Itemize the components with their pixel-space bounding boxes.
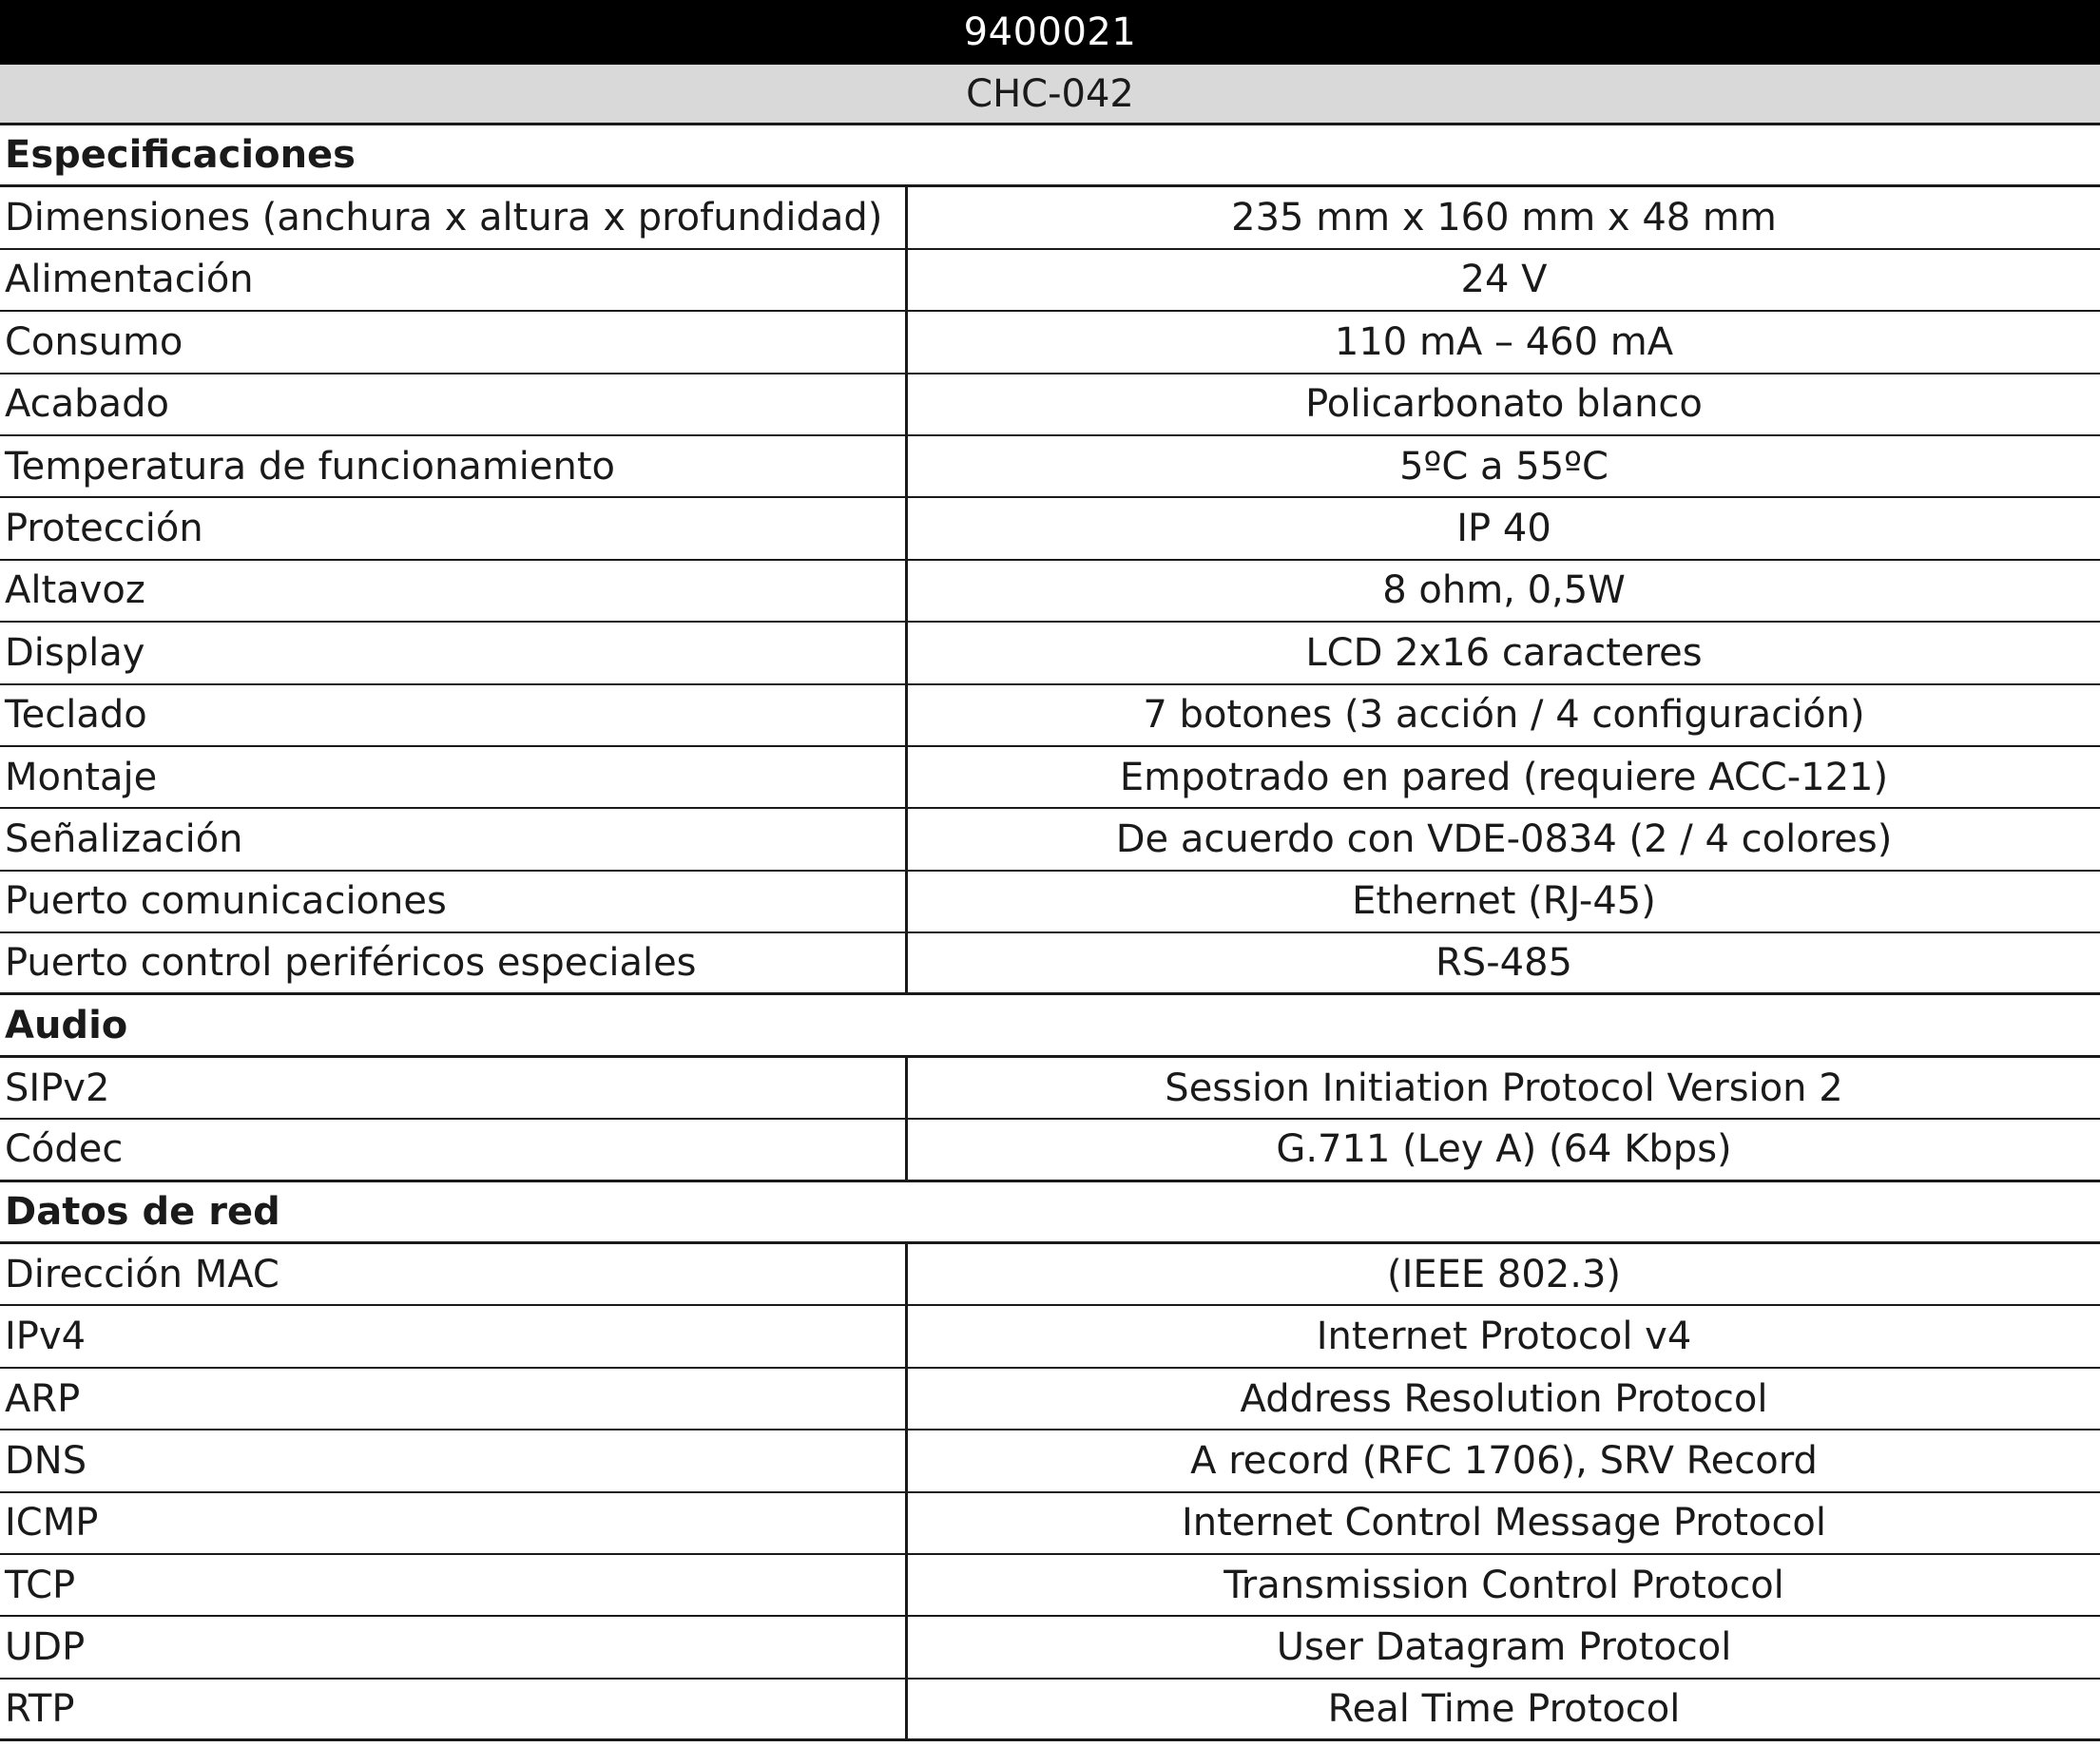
table-row: [0, 809, 2100, 871]
table-row: [0, 1244, 2100, 1306]
row-value: Empotrado en pared (requiere ACC-121): [1119, 755, 1889, 799]
table-row: [0, 374, 2100, 436]
row-label: Dimensiones (anchura x altura x profundidad): [0, 187, 908, 247]
table-row: [0, 933, 2100, 995]
section-title: Audio: [5, 1003, 128, 1047]
section-header-especificaciones: [0, 125, 2100, 187]
table-row: [0, 436, 2100, 498]
row-label: ICMP: [0, 1493, 908, 1553]
table-row: [0, 1555, 2100, 1617]
table-row: [0, 1369, 2100, 1430]
table-row: [0, 623, 2100, 684]
row-value: Transmission Control Protocol: [1223, 1563, 1784, 1607]
table-row: [0, 1120, 2100, 1181]
row-label: Acabado: [0, 374, 908, 434]
row-value: 110 mA – 460 mA: [1334, 319, 1674, 364]
row-value: G.711 (Ley A) (64 Kbps): [1276, 1127, 1732, 1172]
row-label: UDP: [0, 1617, 908, 1677]
row-label: Dirección MAC: [0, 1244, 908, 1304]
row-label: Altavoz: [0, 561, 908, 621]
table-row: [0, 1617, 2100, 1679]
table-row: [0, 685, 2100, 747]
table-row: [0, 561, 2100, 623]
row-value: 24 V: [1460, 258, 1548, 302]
row-value: (IEEE 802.3): [1386, 1252, 1622, 1296]
row-label: Puerto control periféricos especiales: [0, 933, 908, 992]
row-value: 8 ohm, 0,5W: [1382, 568, 1626, 613]
row-label: IPv4: [0, 1306, 908, 1366]
row-label: Señalización: [0, 809, 908, 869]
table-row: [0, 1493, 2100, 1555]
table-row: [0, 747, 2100, 809]
table-row: [0, 250, 2100, 312]
table-row: [0, 312, 2100, 374]
table-row: [0, 1306, 2100, 1368]
section-title: Datos de red: [5, 1189, 280, 1234]
row-label: Protección: [0, 498, 908, 558]
row-label: TCP: [0, 1555, 908, 1615]
row-value: Session Initiation Protocol Version 2: [1165, 1065, 1843, 1110]
section-title: Especificaciones: [5, 133, 356, 178]
table-row: [0, 498, 2100, 560]
row-label: RTP: [0, 1680, 908, 1738]
row-label: ARP: [0, 1369, 908, 1429]
row-value: Policarbonato blanco: [1305, 382, 1703, 427]
row-value: 5ºC a 55ºC: [1399, 444, 1609, 489]
row-label: Alimentación: [0, 250, 908, 310]
row-value: RS-485: [1435, 941, 1572, 986]
product-code-bar: [0, 0, 2100, 65]
section-header-datos-de-red: [0, 1182, 2100, 1244]
row-value: Internet Protocol v4: [1316, 1315, 1692, 1359]
table-row: [0, 1058, 2100, 1120]
row-label: DNS: [0, 1430, 908, 1490]
row-value: Ethernet (RJ-45): [1352, 879, 1656, 924]
row-value: User Datagram Protocol: [1276, 1625, 1732, 1670]
row-label: Temperatura de funcionamiento: [0, 436, 908, 496]
row-value: IP 40: [1456, 507, 1551, 551]
row-value: Internet Control Message Protocol: [1181, 1501, 1827, 1545]
row-label: Puerto comunicaciones: [0, 872, 908, 931]
model-name: CHC-042: [966, 71, 1134, 116]
row-value: De acuerdo con VDE-0834 (2 / 4 colores): [1115, 816, 1893, 861]
row-value: LCD 2x16 caracteres: [1305, 630, 1703, 675]
table-row: [0, 1680, 2100, 1741]
row-value: Address Resolution Protocol: [1240, 1376, 1768, 1421]
spec-table: [0, 125, 2100, 1741]
row-label: Códec: [0, 1120, 908, 1179]
row-value: 235 mm x 160 mm x 48 mm: [1231, 196, 1777, 240]
row-label: Montaje: [0, 747, 908, 807]
row-value: Real Time Protocol: [1327, 1686, 1681, 1731]
row-label: Teclado: [0, 685, 908, 745]
row-value: A record (RFC 1706), SRV Record: [1190, 1438, 1818, 1483]
row-label: SIPv2: [0, 1058, 908, 1118]
model-bar: [0, 65, 2100, 125]
row-label: Consumo: [0, 312, 908, 372]
product-code: 9400021: [963, 10, 1137, 54]
section-header-audio: [0, 995, 2100, 1057]
row-label: Display: [0, 623, 908, 682]
table-row: [0, 187, 2100, 249]
table-row: [0, 872, 2100, 933]
row-value: 7 botones (3 acción / 4 configuración): [1143, 693, 1865, 738]
table-row: [0, 1430, 2100, 1492]
